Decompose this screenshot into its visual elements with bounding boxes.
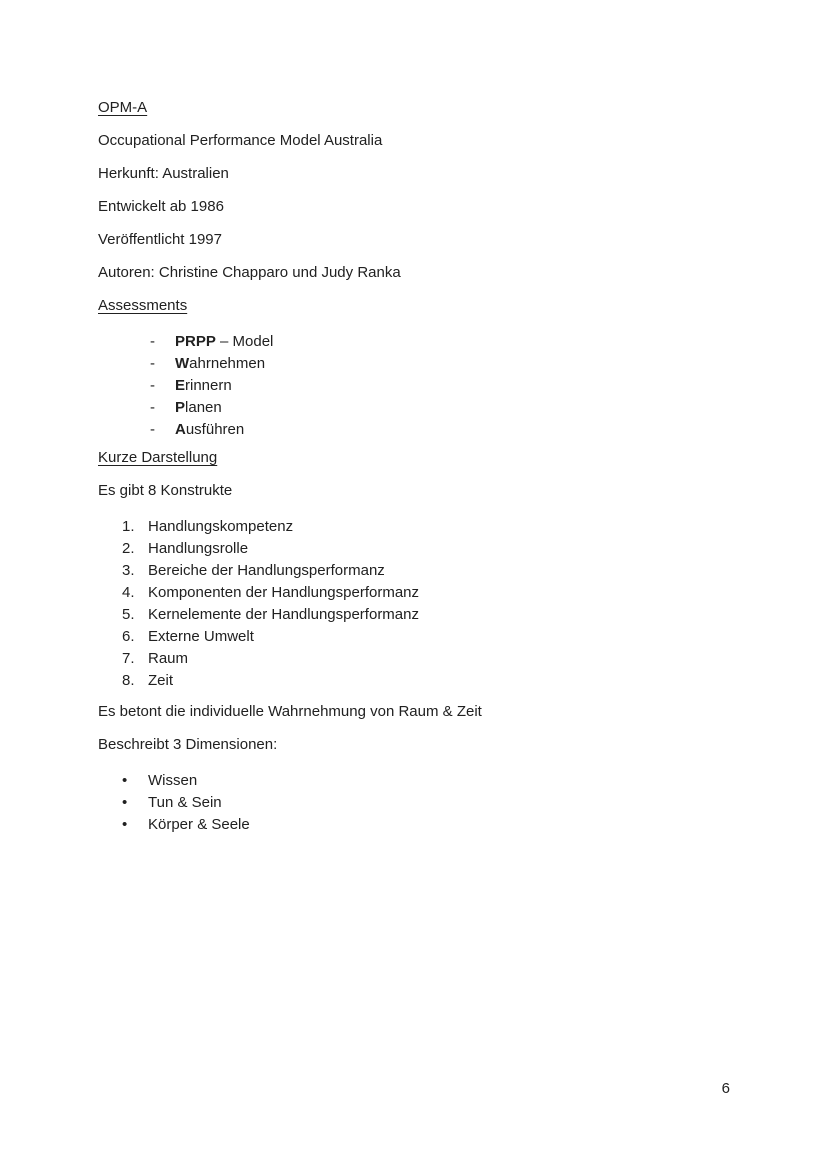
list-item-label: PRPP – Model xyxy=(175,333,274,350)
list-item xyxy=(150,419,738,441)
section-heading-assessments: Assessments xyxy=(98,297,188,314)
bullet-marker: • xyxy=(122,772,128,789)
section-heading-kurze-darstellung: Kurze Darstellung xyxy=(98,449,218,466)
bullet-item xyxy=(122,770,738,792)
numbered-item xyxy=(122,648,738,670)
paragraph-herkunft: Herkunft: Australien xyxy=(98,165,229,182)
item-number: 5. xyxy=(122,606,135,623)
dash-marker: - xyxy=(150,333,155,350)
numbered-item-label: Handlungskompetenz xyxy=(148,518,294,535)
paragraph-konstrukte-intro: Es gibt 8 Konstrukte xyxy=(98,482,233,499)
bullet-item xyxy=(122,792,738,814)
list-item xyxy=(150,375,738,397)
numbered-item-label: Bereiche der Handlungsperformanz xyxy=(148,562,385,579)
list-item-label: Ausführen xyxy=(175,421,245,438)
page-number: 6 xyxy=(721,1080,730,1097)
item-number: 7. xyxy=(122,650,135,667)
list-item-label: Erinnern xyxy=(175,377,232,394)
item-number: 1. xyxy=(122,518,135,535)
dash-marker: - xyxy=(150,421,155,438)
bullet-marker: • xyxy=(122,794,128,811)
assessments-list xyxy=(98,331,738,441)
bullet-item-label: Wissen xyxy=(148,772,198,789)
numbered-item xyxy=(122,626,738,648)
numbered-item xyxy=(122,538,738,560)
document-content xyxy=(98,100,738,836)
section-heading-opm-a: OPM-A xyxy=(98,99,148,116)
numbered-item xyxy=(122,582,738,604)
dash-marker: - xyxy=(150,399,155,416)
konstrukte-list xyxy=(98,516,738,692)
list-item xyxy=(150,331,738,353)
numbered-item xyxy=(122,604,738,626)
numbered-item-label: Kernelemente der Handlungsperformanz xyxy=(148,606,419,623)
item-number: 3. xyxy=(122,562,135,579)
numbered-item xyxy=(122,560,738,582)
item-number: 2. xyxy=(122,540,135,557)
bullet-item-label: Körper & Seele xyxy=(148,816,250,833)
item-number: 6. xyxy=(122,628,135,645)
numbered-item-label: Zeit xyxy=(148,672,174,689)
list-item-label: Wahrnehmen xyxy=(175,355,266,372)
dimensionen-list xyxy=(98,770,738,836)
numbered-item-label: Komponenten der Handlungsperformanz xyxy=(148,584,420,601)
item-number: 4. xyxy=(122,584,135,601)
paragraph-autoren: Autoren: Christine Chapparo und Judy Ranka xyxy=(98,264,401,281)
list-item xyxy=(150,353,738,375)
bullet-item xyxy=(122,814,738,836)
numbered-item-label: Raum xyxy=(148,650,189,667)
bullet-marker: • xyxy=(122,816,128,833)
paragraph-dimensionen-intro: Beschreibt 3 Dimensionen: xyxy=(98,736,278,753)
list-item-label: Planen xyxy=(175,399,222,416)
numbered-item-label: Handlungsrolle xyxy=(148,540,249,557)
numbered-item-label: Externe Umwelt xyxy=(148,628,254,645)
bullet-item-label: Tun & Sein xyxy=(148,794,222,811)
dash-marker: - xyxy=(150,377,155,394)
paragraph-veroeffentlicht: Veröffentlicht 1997 xyxy=(98,231,222,248)
paragraph-subtitle: Occupational Performance Model Australia xyxy=(98,132,383,149)
item-number: 8. xyxy=(122,672,135,689)
numbered-item xyxy=(122,516,738,538)
list-item xyxy=(150,397,738,419)
dash-marker: - xyxy=(150,355,155,372)
numbered-item xyxy=(122,670,738,692)
paragraph-entwickelt: Entwickelt ab 1986 xyxy=(98,198,224,215)
paragraph-betont: Es betont die individuelle Wahrnehmung von Raum & Zeit xyxy=(98,703,482,720)
